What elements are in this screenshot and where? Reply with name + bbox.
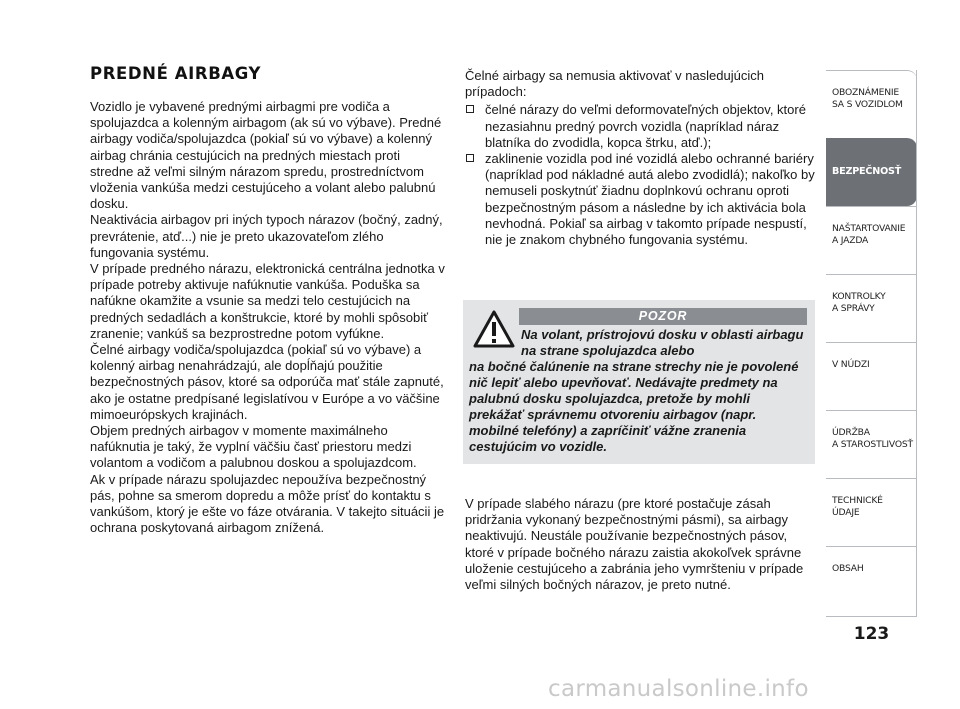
- tab-v-nudzi[interactable]: V NÚDZI: [826, 342, 917, 410]
- warning-text-indented: Na volant, prístrojovú dosku v oblasti airbagu na strane spolujazdca alebo: [521, 327, 804, 358]
- tab-udrzba[interactable]: ÚDRŽBA A STAROSTLIVOSŤ: [826, 410, 917, 478]
- warning-text: [469, 327, 807, 455]
- warning-box: [463, 300, 815, 464]
- tab-technicke-udaje[interactable]: TECHNICKÉ ÚDAJE: [826, 478, 917, 546]
- warning-label: POZOR: [519, 308, 807, 325]
- paragraph-2: Neaktivácia airbagov pri iných typoch nárazov (bočný, zadný, prevrátenie, atď...) nie je preto ukazovateľom zlého fungovania systému.: [90, 212, 443, 260]
- left-column: [90, 64, 445, 536]
- tab-bezpecnost[interactable]: BEZPEČNOSŤ: [826, 138, 917, 206]
- section-title: PREDNÉ AIRBAGY: [90, 64, 262, 83]
- bullet-list: [465, 102, 815, 248]
- bottom-paragraph: V prípade slabého nárazu (pre ktoré postačuje zásah pridržania vykonaný bezpečnostnými pásmi), sa airbagy neaktivujú. Neustále používanie bezpečnostných pásov, ktoré v prípade bočného nárazu zaistia akokoľvek správne uloženie cestujúceho a zabránia jeho vymršteniu v prípade veľmi silných bočných nárazov, je preto nutné.: [465, 496, 804, 593]
- page-number: 123: [853, 624, 890, 644]
- tab-nastartovanie[interactable]: NAŠTARTOVANIE A JAZDA: [826, 206, 917, 274]
- paragraph-4: Čelné airbagy vodiča/spolujazdca (pokiaľ sú vo výbave) a kolenný airbag nenahrádzajú, ale dopĺňajú použitie bezpečnostných pásov, ktoré sa odporúča mať stále zapnuté, ako je ostatne predpísané legislatívou v Európe a vo väčšine mimoeurópskych krajinách.: [90, 342, 444, 422]
- chapter-tabs: [826, 70, 917, 614]
- right-intro: Čelné airbagy sa nemusia aktivovať v nasledujúcich prípadoch:: [465, 68, 764, 100]
- tab-obsah[interactable]: OBSAH: [826, 546, 917, 614]
- tab-oboznamenie[interactable]: OBOZNÁMENIE SA S VOZIDLOM: [826, 70, 917, 138]
- tab-kontrolky[interactable]: KONTROLKY A SPRÁVY: [826, 274, 917, 342]
- paragraph-1: Vozidlo je vybavené prednými airbagmi pre vodiča a spolujazdca a kolenným airbagom (ak sú vo výbave). Predné airbagy vodiča/spolujazdca (pokiaľ sú vo výbave) a kolenný airbag chránia cestujúcich na predných miestach proti stredne až veľmi silným nárazom spredu, prostredníctvom vloženia vankúša medzi cestujúceho a volant alebo palubnú dosku.: [90, 99, 442, 212]
- watermark: carmanualsonline.info: [548, 676, 809, 702]
- right-bottom: [465, 496, 815, 593]
- bullet-text: čelné nárazy do veľmi deformovateľných objektov, ktoré nezasiahnu predný povrch vozidla (napríklad náraz blatníka do zvodidla, kopca štrku, atď.);: [485, 102, 806, 150]
- left-body: [90, 99, 445, 536]
- list-item: [465, 102, 815, 151]
- checkbox-bullet-icon: [466, 154, 474, 162]
- tabs-bottom-border: [826, 616, 917, 617]
- paragraph-5: Objem predných airbagov v momente maximálneho nafúknutia je taký, že vyplní väčšiu časť priestoru medzi volantom a vodičom a palubnou doskou a spolujazdcom.: [90, 423, 417, 471]
- right-column: [465, 68, 815, 248]
- checkbox-bullet-icon: [466, 105, 474, 113]
- warning-text-rest: na bočné čalúnenie na strane strechy nie je povolené nič lepiť alebo upevňovať. Nedávajte predmety na palubnú dosku spolujazdca, pretože by mohli prekážať správnemu otvoreniu airbagov (napr. mobilné telefóny) a zapríčiniť vážne zranenia cestujúcim vo vozidle.: [469, 359, 799, 454]
- paragraph-6: Ak v prípade nárazu spolujazdec nepoužíva bezpečnostný pás, pohne sa smerom dopredu a môže prísť do kontaktu s vankúšom, ktorý je ešte vo fáze otvárania. V takejto situácii je ochrana poskytovaná airbagom znížená.: [90, 471, 445, 536]
- bullet-text: zaklinenie vozidla pod iné vozidlá alebo ochranné bariéry (napríklad pod nákladné autá alebo zvodidlá); nakoľko by nemuseli poskytnúť žiadnu doplnkovú ochranu oproti bezpečnostným pásom a následne by ich aktivácia bola nevhodná. Pokiaľ sa airbag v takomto prípade nespustí, nie je znakom chybného fungovania systému.: [485, 151, 815, 248]
- paragraph-3: V prípade predného nárazu, elektronická centrálna jednotka v prípade potreby aktivuje nafúknutie vankúša. Poduška sa nafúkne okamžite a vsunie sa medzi telo cestujúcich na predných sedadlách a konštrukcie, ktoré by mohli spôsobiť zranenie; vankúš sa bezprostredne potom vyfúkne.: [90, 261, 445, 341]
- list-item: [465, 151, 815, 248]
- tabs-border: [916, 70, 917, 616]
